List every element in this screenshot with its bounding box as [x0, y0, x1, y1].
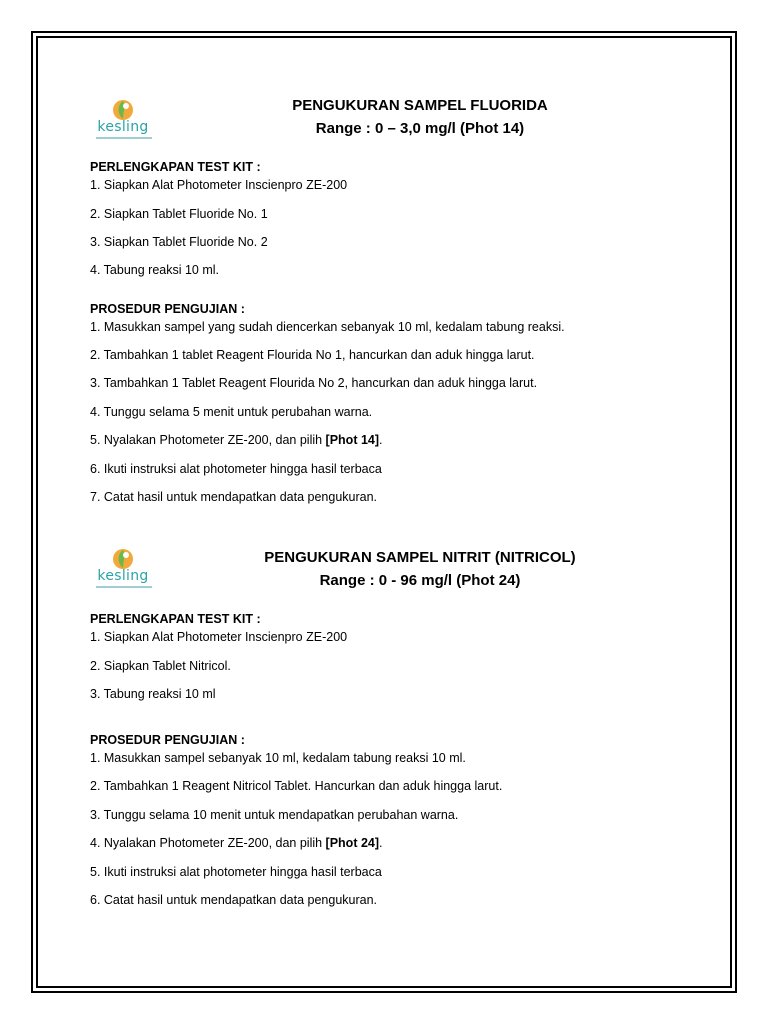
- section-1-title: [210, 94, 630, 140]
- list-item: 4. Tunggu selama 5 menit untuk perubahan warna.: [90, 405, 373, 419]
- procedure-label: PROSEDUR PENGUJIAN :: [90, 302, 245, 316]
- list-item: 6. Catat hasil untuk mendapatkan data pengukuran.: [90, 893, 378, 907]
- list-item: 3. Siapkan Tablet Fluoride No. 2: [90, 235, 268, 249]
- list-item: 7. Catat hasil untuk mendapatkan data pengukuran.: [90, 490, 378, 504]
- section-1-heading: PENGUKURAN SAMPEL FLUORIDA: [292, 97, 548, 114]
- kit-label: PERLENGKAPAN TEST KIT :: [90, 612, 261, 626]
- list-item: 1. Masukkan sampel yang sudah diencerkan sebanyak 10 ml, kedalam tabung reaksi.: [90, 320, 565, 334]
- list-item: 2. Siapkan Tablet Fluoride No. 1: [90, 207, 268, 221]
- list-item: 3. Tambahkan 1 Tablet Reagent Flourida No 2, hancurkan dan aduk hingga larut.: [90, 376, 538, 390]
- list-item: 5. Nyalakan Photometer ZE-200, dan pilih [Phot 14].: [90, 433, 383, 447]
- list-item: 3. Tabung reaksi 10 ml: [90, 687, 216, 701]
- list-item: 2. Siapkan Tablet Nitricol.: [90, 659, 231, 673]
- list-item: 3. Tunggu selama 10 menit untuk mendapatkan perubahan warna.: [90, 808, 459, 822]
- logo-text: kesling: [97, 568, 149, 584]
- logo-text: kesling: [97, 119, 149, 135]
- section-1-range: Range : 0 – 3,0 mg/l (Phot 14): [315, 120, 525, 137]
- phot-code: [Phot 24]: [325, 836, 380, 850]
- list-item: 4. Nyalakan Photometer ZE-200, dan pilih [Phot 24].: [90, 836, 383, 850]
- section-2-range: Range : 0 - 96 mg/l (Phot 24): [319, 572, 521, 589]
- list-item: 4. Tabung reaksi 10 ml.: [90, 263, 220, 277]
- list-item: 1. Siapkan Alat Photometer Inscienpro ZE-200: [90, 178, 348, 192]
- list-item: 1. Siapkan Alat Photometer Inscienpro ZE-200: [90, 630, 348, 644]
- kesling-logo: [90, 546, 156, 598]
- list-item: 1. Masukkan sampel sebanyak 10 ml, kedalam tabung reaksi 10 ml.: [90, 751, 466, 765]
- list-item: 5. Ikuti instruksi alat photometer hingga hasil terbaca: [90, 865, 382, 879]
- phot-code: [Phot 14]: [325, 433, 380, 447]
- procedure-label: PROSEDUR PENGUJIAN :: [90, 733, 245, 747]
- list-item: 6. Ikuti instruksi alat photometer hingga hasil terbaca: [90, 462, 382, 476]
- kesling-logo: [90, 97, 156, 149]
- kit-label: PERLENGKAPAN TEST KIT :: [90, 160, 261, 174]
- section-2-title: [210, 546, 630, 592]
- list-item: 2. Tambahkan 1 Reagent Nitricol Tablet. Hancurkan dan aduk hingga larut.: [90, 779, 503, 793]
- logo-tagline: [96, 586, 152, 588]
- list-item: 2. Tambahkan 1 tablet Reagent Flourida No 1, hancurkan dan aduk hingga larut.: [90, 348, 535, 362]
- logo-tagline: [96, 137, 152, 139]
- section-2-heading: PENGUKURAN SAMPEL NITRIT (NITRICOL): [264, 549, 576, 566]
